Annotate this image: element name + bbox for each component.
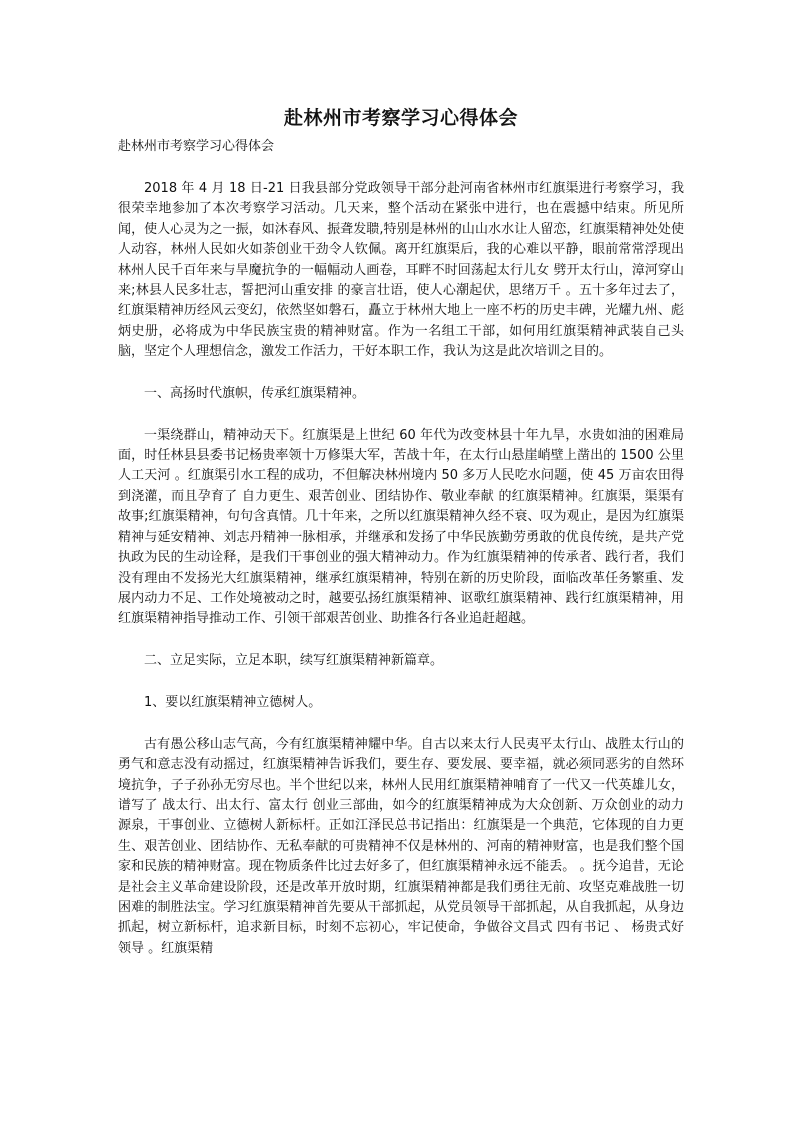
- document-page: [118, 104, 684, 959]
- document-subtitle: 赴林州市考察学习心得体会: [118, 139, 275, 154]
- document-title: 赴林州市考察学习心得体会: [283, 107, 518, 129]
- section2-sub1-heading: 1、要以红旗渠精神立德树人。: [144, 694, 322, 710]
- section1-heading: 一、高扬时代旗帜，传承红旗渠精神。: [144, 385, 366, 401]
- section2-heading: 二、立足实际，立足本职，续写红旗渠精神新篇章。: [144, 652, 444, 668]
- section1-paragraph: 一渠绕群山，精神动天下。红旗渠是上世纪 60 年代为改变林县十年九旱，水贵如油的困难局面，时任林县县委书记杨贵率领十万修渠大军，苦战十年，在太行山悬崖峭壁上凿出的 1500 公里 人工天河 。红旗渠引水工程的成功，不但解决林州境内 50 多万人民吃水问题，使 45 万亩农田得到浇灌，而且孕育了 自力更生、艰苦创业、团结协作、敬业奉献 的红旗渠精神。红旗渠，渠渠有故事;红旗渠精神，句句含真情。几十年来，之所以红旗渠精神久经不衰、叹为观止，是因为红旗渠精神与延安精神、刘志丹精神一脉相承，并继承和发扬了中华民族勤劳勇敢的优良传统，是共产党执政为民的生动诠释，是我们干事创业的强大精神动力。作为红旗渠精神的传承者、践行者，我们没有理由不发扬光大红旗渠精神，继承红旗渠精神，特别在新的历史阶段，面临改革任务繁重、发展内动力不足、工作处境被动之时，越要弘扬红旗渠精神、讴歌红旗渠精神、践行红旗渠精神，用红旗渠精神指导推动工作、引领干部艰苦创业、助推各行各业追赶超越。: [118, 427, 684, 627]
- section2-sub1-paragraph: 古有愚公移山志气高，今有红旗渠精神耀中华。自古以来太行人民夷平太行山、战胜太行山的勇气和意志没有动摇过，红旗渠精神告诉我们，要生存、要发展、要幸福，就必须同恶劣的自然环境抗争，子子孙孙无穷尽也。半个世纪以来，林州人民用红旗渠精神哺育了一代又一代英雄儿女，谱写了 战太行、出太行、富太行 创业三部曲，如今的红旗渠精神成为大众创新、万众创业的动力源泉，干事创业、立德树人新标杆。正如江泽民总书记指出：红旗渠是一个典范，它体现的自力更生、艰苦创业、团结协作、无私奉献的可贵精神不仅是林州的、河南的精神财富，也是我们整个国家和民族的精神财富。现在物质条件比过去好多了，但红旗渠精神永远不能丢。 。抚今追昔，无论是社会主义革命建设阶段，还是改革开放时期，红旗渠精神都是我们勇往无前、攻坚克难战胜一切困难的制胜法宝。学习红旗渠精神首先要从干部抓起，从党员领导干部抓起，从自我抓起，从身边抓起，树立新标杆，追求新目标，时刻不忘初心，牢记使命，争做谷文昌式 四有书记 、 杨贵式好领导 。红旗渠精: [118, 736, 684, 956]
- intro-paragraph: 2018 年 4 月 18 日-21 日我县部分党政领导干部分赴河南省林州市红旗渠进行考察学习，我很荣幸地参加了本次考察学习活动。几天来，整个活动在紧张中进行，也在震撼中结束。所见所闻，使人心灵为之一振，如沐春风、振聋发聩,特别是林州的山山水水让人留恋，红旗渠精神处处使人动容，林州人民如火如荼创业干劲令人钦佩。离开红旗渠后，我的心难以平静，眼前常常浮现出林州人民千百年来与旱魔抗争的一幅幅动人画卷，耳畔不时回荡起太行儿女 劈开太行山，漳河穿山来;林县人民多壮志，誓把河山重安排 的豪言壮语，使人心潮起伏，思绪万千 。五十多年过去了，红旗渠精神历经风云变幻，依然坚如磐石，矗立于林州大地上一座不朽的历史丰碑，光耀九州、彪炳史册，必将成为中华民族宝贵的精神财富。作为一名组工干部，如何用红旗渠精神武装自己头脑，坚定个人理想信念，激发工作活力，干好本职工作，我认为这是此次培训之目的。: [118, 181, 684, 360]
